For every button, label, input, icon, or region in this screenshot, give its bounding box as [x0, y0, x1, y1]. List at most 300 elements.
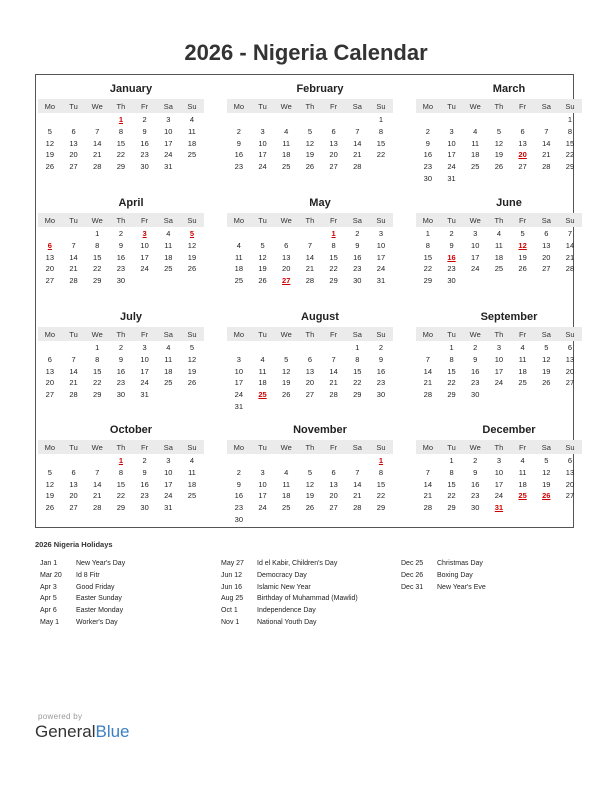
- day-cell: 13: [45, 366, 55, 376]
- weekday-label: Mo: [233, 215, 245, 225]
- holiday-date: Apr 6: [40, 607, 57, 615]
- day-cell: 6: [567, 343, 573, 352]
- weekday-label: Tu: [69, 215, 78, 225]
- day-cell: 18: [258, 378, 267, 388]
- month-name: March: [492, 83, 526, 95]
- day-cell: 19: [494, 150, 504, 160]
- day-cell: 6: [331, 467, 336, 477]
- weekday-label: Sa: [352, 329, 362, 339]
- holiday-date: Aug 25: [221, 595, 244, 603]
- day-cell: 4: [189, 115, 195, 124]
- holiday-day-cell: 16: [447, 252, 456, 262]
- weekday-label: Mo: [422, 215, 434, 225]
- day-cell: 24: [258, 162, 267, 172]
- day-cell: 21: [353, 491, 362, 501]
- weekday-label: Mo: [422, 101, 434, 111]
- empty-cell: [416, 342, 440, 354]
- month-july: [38, 310, 204, 401]
- holiday-date: May 1: [40, 618, 60, 626]
- day-cell: 26: [494, 162, 504, 172]
- day-cell: 6: [331, 126, 336, 136]
- day-cell: 29: [93, 276, 102, 286]
- day-cell: 18: [187, 479, 197, 489]
- empty-cell: [416, 455, 440, 467]
- month-april: [38, 196, 204, 287]
- weekday-label: Sa: [541, 101, 551, 111]
- holiday-day-cell: 1: [331, 229, 336, 238]
- weekday-label: Tu: [258, 329, 267, 339]
- day-cell: 9: [236, 138, 241, 148]
- weekday-label: Th: [116, 101, 126, 111]
- day-grid: [416, 114, 582, 185]
- day-cell: 15: [447, 366, 456, 376]
- day-cell: 5: [520, 229, 525, 238]
- day-cell: 2: [425, 126, 430, 136]
- day-cell: 18: [234, 264, 244, 274]
- day-cell: 8: [378, 467, 384, 477]
- weekday-label: Su: [187, 101, 197, 111]
- day-cell: 16: [376, 366, 386, 376]
- weekday-label: Mo: [422, 442, 434, 452]
- day-cell: 28: [423, 390, 433, 400]
- weekday-label: Su: [376, 215, 386, 225]
- day-cell: 24: [471, 264, 480, 274]
- day-cell: 17: [447, 150, 456, 160]
- holiday-row: [40, 570, 125, 582]
- month-name: November: [293, 424, 347, 436]
- weekday-label: Su: [187, 442, 197, 452]
- holiday-date: Jun 12: [221, 571, 243, 579]
- empty-cell: [511, 114, 535, 126]
- day-cell: 10: [258, 479, 267, 489]
- day-cell: 15: [93, 252, 102, 262]
- day-cell: 19: [187, 252, 197, 262]
- day-cell: 27: [45, 276, 55, 286]
- month-name: February: [296, 83, 344, 95]
- weekday-header: [38, 327, 204, 341]
- day-cell: 15: [447, 479, 456, 489]
- holiday-date: Jun 16: [221, 583, 243, 591]
- weekday-label: Tu: [447, 101, 456, 111]
- month-december: [416, 423, 582, 514]
- day-cell: 6: [71, 467, 76, 477]
- day-cell: 29: [447, 503, 456, 513]
- day-cell: 15: [116, 479, 126, 489]
- weekday-label: Fr: [519, 101, 527, 111]
- day-cell: 12: [45, 479, 55, 489]
- day-cell: 19: [305, 491, 315, 501]
- day-cell: 12: [305, 479, 315, 489]
- day-cell: 29: [423, 276, 433, 286]
- weekday-label: Su: [565, 101, 575, 111]
- day-cell: 24: [234, 390, 244, 400]
- day-cell: 5: [260, 240, 265, 250]
- holiday-name: Islamic New Year: [257, 583, 311, 591]
- day-cell: 10: [494, 354, 504, 364]
- weekday-label: Fr: [330, 442, 338, 452]
- day-cell: 27: [305, 390, 315, 400]
- holidays-column: [40, 558, 125, 629]
- holiday-name: Id 8 Fitr: [76, 571, 100, 579]
- weekday-label: Sa: [541, 215, 551, 225]
- day-cell: 21: [423, 491, 433, 501]
- day-cell: 24: [164, 491, 173, 501]
- day-cell: 23: [471, 491, 480, 501]
- day-cell: 21: [69, 378, 78, 388]
- empty-cell: [487, 114, 511, 126]
- day-cell: 12: [282, 366, 291, 376]
- day-grid: [416, 342, 582, 401]
- day-cell: 1: [425, 229, 430, 238]
- weekday-label: Su: [565, 215, 575, 225]
- brand-logo[interactable]: [35, 712, 130, 742]
- day-cell: 4: [260, 354, 265, 364]
- day-cell: 22: [93, 378, 102, 388]
- day-cell: 17: [234, 378, 244, 388]
- day-cell: 10: [164, 126, 173, 136]
- holiday-day-cell: 25: [518, 491, 527, 501]
- holiday-row: [221, 570, 358, 582]
- day-cell: 15: [329, 252, 338, 262]
- day-cell: 30: [353, 276, 362, 286]
- day-cell: 18: [282, 491, 291, 501]
- weekday-label: Tu: [258, 215, 267, 225]
- day-cell: 5: [47, 126, 52, 136]
- day-cell: 4: [520, 343, 525, 352]
- day-cell: 24: [140, 264, 149, 274]
- weekday-label: Th: [494, 215, 504, 225]
- day-cell: 16: [353, 252, 362, 262]
- day-cell: 22: [116, 491, 126, 501]
- holiday-name: New Year's Day: [76, 560, 126, 567]
- weekday-header: [416, 99, 582, 113]
- holiday-day-cell: 20: [518, 150, 527, 160]
- weekday-label: Mo: [422, 329, 434, 339]
- day-cell: 31: [376, 276, 386, 286]
- weekday-label: Tu: [258, 442, 267, 452]
- day-cell: 26: [45, 503, 55, 513]
- day-cell: 6: [284, 240, 289, 250]
- empty-cell: [416, 114, 440, 126]
- holiday-name: New Year's Eve: [437, 583, 486, 591]
- weekday-header: [38, 99, 204, 113]
- holiday-name: Easter Monday: [76, 607, 124, 615]
- day-cell: 13: [329, 138, 338, 148]
- weekday-label: Tu: [447, 329, 456, 339]
- day-cell: 31: [234, 401, 244, 411]
- day-cell: 10: [447, 138, 456, 148]
- holiday-name: Birthday of Muhammad (Mawlid): [257, 595, 358, 603]
- day-cell: 30: [116, 390, 126, 400]
- day-cell: 3: [473, 229, 478, 238]
- day-cell: 8: [378, 126, 384, 136]
- holiday-row: [40, 593, 125, 605]
- day-cell: 9: [473, 467, 478, 477]
- day-cell: 15: [565, 138, 575, 148]
- day-cell: 28: [423, 503, 433, 513]
- day-cell: 23: [376, 378, 386, 388]
- day-cell: 4: [284, 467, 289, 477]
- day-cell: 5: [307, 467, 312, 477]
- day-cell: 7: [355, 126, 360, 136]
- day-cell: 16: [116, 252, 126, 262]
- day-cell: 21: [329, 378, 338, 388]
- day-cell: 15: [376, 479, 386, 489]
- day-cell: 12: [542, 354, 551, 364]
- day-cell: 19: [45, 150, 55, 160]
- day-cell: 10: [140, 354, 149, 364]
- day-cell: 27: [69, 503, 78, 513]
- day-cell: 26: [305, 162, 315, 172]
- weekday-label: We: [469, 329, 481, 339]
- day-cell: 5: [307, 126, 312, 136]
- day-cell: 14: [69, 252, 78, 262]
- day-cell: 7: [331, 354, 336, 364]
- weekday-label: Fr: [330, 215, 338, 225]
- holiday-row: [221, 617, 358, 629]
- day-cell: 11: [258, 366, 267, 376]
- month-february: [227, 82, 393, 173]
- empty-cell: [227, 342, 251, 354]
- day-cell: 23: [234, 503, 244, 513]
- day-cell: 15: [423, 252, 433, 262]
- day-cell: 23: [234, 162, 244, 172]
- day-cell: 2: [473, 343, 478, 352]
- holiday-row: [221, 582, 358, 594]
- empty-cell: [463, 114, 487, 126]
- day-grid: [227, 228, 393, 287]
- weekday-label: Th: [305, 215, 315, 225]
- day-cell: 23: [140, 150, 149, 160]
- day-cell: 5: [544, 343, 549, 352]
- weekday-label: Sa: [352, 101, 362, 111]
- holiday-day-cell: 12: [518, 240, 527, 250]
- day-cell: 27: [542, 264, 551, 274]
- weekday-label: Th: [116, 442, 126, 452]
- day-cell: 11: [495, 240, 503, 250]
- day-cell: 30: [116, 276, 126, 286]
- month-january: [38, 82, 204, 173]
- empty-cell: [227, 228, 251, 240]
- day-cell: 25: [282, 503, 291, 513]
- day-cell: 8: [95, 240, 100, 250]
- month-may: [227, 196, 393, 287]
- day-cell: 28: [353, 503, 362, 513]
- weekday-label: Fr: [519, 215, 527, 225]
- day-cell: 2: [142, 115, 147, 124]
- day-cell: 23: [116, 264, 126, 274]
- day-grid: [227, 342, 393, 413]
- holiday-name: Good Friday: [76, 583, 115, 591]
- weekday-label: We: [91, 215, 103, 225]
- day-cell: 5: [47, 467, 52, 477]
- weekday-label: We: [91, 329, 103, 339]
- day-cell: 2: [236, 467, 241, 477]
- empty-cell: [298, 455, 322, 467]
- day-cell: 18: [494, 252, 504, 262]
- day-cell: 17: [164, 479, 173, 489]
- day-cell: 11: [234, 252, 243, 262]
- empty-cell: [322, 342, 346, 354]
- day-grid: [416, 455, 582, 514]
- day-cell: 13: [69, 479, 78, 489]
- holiday-date: Oct 1: [221, 607, 238, 615]
- day-cell: 3: [378, 229, 384, 238]
- day-cell: 17: [258, 491, 267, 501]
- day-cell: 20: [565, 479, 575, 489]
- month-november: [227, 423, 393, 526]
- day-cell: 1: [355, 343, 360, 352]
- day-cell: 1: [378, 115, 384, 124]
- month-march: [416, 82, 582, 185]
- day-cell: 15: [376, 138, 386, 148]
- day-cell: 3: [236, 354, 241, 364]
- holiday-date: May 27: [221, 560, 244, 567]
- empty-cell: [38, 114, 62, 126]
- day-cell: 3: [260, 126, 265, 136]
- weekday-label: Fr: [330, 101, 338, 111]
- day-cell: 7: [71, 240, 76, 250]
- weekday-label: Sa: [163, 101, 173, 111]
- day-cell: 22: [116, 150, 126, 160]
- day-cell: 20: [565, 366, 575, 376]
- day-cell: 25: [187, 491, 197, 501]
- holiday-day-cell: 26: [542, 491, 551, 501]
- day-cell: 7: [307, 240, 312, 250]
- day-cell: 30: [471, 390, 480, 400]
- day-cell: 8: [118, 126, 123, 136]
- weekday-label: Th: [305, 101, 315, 111]
- day-cell: 27: [45, 390, 55, 400]
- day-cell: 2: [236, 126, 241, 136]
- empty-cell: [251, 342, 275, 354]
- empty-cell: [345, 114, 369, 126]
- day-cell: 13: [565, 354, 575, 364]
- empty-cell: [227, 114, 251, 126]
- day-cell: 21: [423, 378, 433, 388]
- day-cell: 8: [425, 240, 430, 250]
- weekday-header: [416, 213, 582, 227]
- empty-cell: [85, 455, 109, 467]
- day-cell: 3: [496, 343, 501, 352]
- holiday-row: [221, 605, 358, 617]
- day-cell: 1: [95, 343, 100, 352]
- empty-cell: [38, 455, 62, 467]
- day-cell: 18: [471, 150, 480, 160]
- weekday-label: Th: [305, 329, 315, 339]
- holiday-date: Dec 26: [401, 571, 424, 579]
- day-cell: 4: [520, 456, 525, 465]
- day-cell: 2: [142, 456, 147, 465]
- day-cell: 12: [305, 138, 315, 148]
- day-cell: 24: [164, 150, 173, 160]
- weekday-label: Su: [187, 215, 197, 225]
- holiday-day-cell: 3: [142, 229, 147, 238]
- day-cell: 22: [329, 264, 338, 274]
- holiday-name: Easter Sunday: [76, 595, 122, 603]
- weekday-label: We: [280, 442, 292, 452]
- day-cell: 17: [471, 252, 480, 262]
- month-name: August: [301, 311, 339, 323]
- holiday-name: Christmas Day: [437, 560, 483, 567]
- day-cell: 25: [187, 150, 197, 160]
- holiday-name: Boxing Day: [437, 571, 473, 579]
- weekday-label: Sa: [163, 329, 173, 339]
- day-cell: 30: [423, 173, 433, 183]
- holiday-name: Independence Day: [257, 607, 316, 615]
- empty-cell: [322, 455, 346, 467]
- holiday-date: Apr 3: [40, 583, 57, 591]
- day-cell: 11: [282, 138, 291, 148]
- day-cell: 22: [447, 491, 456, 501]
- day-cell: 12: [258, 252, 267, 262]
- weekday-label: Th: [494, 329, 504, 339]
- day-cell: 18: [518, 479, 527, 489]
- empty-cell: [251, 228, 275, 240]
- empty-cell: [534, 114, 558, 126]
- day-cell: 9: [236, 479, 241, 489]
- day-cell: 8: [567, 126, 573, 136]
- day-cell: 26: [45, 162, 55, 172]
- day-cell: 14: [423, 479, 433, 489]
- day-grid: [227, 455, 393, 526]
- day-cell: 23: [116, 378, 126, 388]
- day-cell: 10: [164, 467, 173, 477]
- day-cell: 10: [494, 467, 504, 477]
- day-grid: [38, 114, 204, 173]
- day-cell: 19: [542, 366, 551, 376]
- month-name: December: [482, 424, 536, 436]
- weekday-label: Th: [494, 101, 504, 111]
- holiday-day-cell: 6: [47, 240, 52, 250]
- day-cell: 19: [518, 252, 527, 262]
- holiday-day-cell: 5: [189, 229, 195, 238]
- weekday-label: Th: [494, 442, 504, 452]
- day-cell: 4: [236, 240, 241, 250]
- day-cell: 26: [187, 264, 197, 274]
- weekday-header: [227, 440, 393, 454]
- holiday-row: [221, 558, 358, 570]
- day-cell: 7: [95, 126, 100, 136]
- empty-cell: [274, 455, 298, 467]
- weekday-label: Tu: [69, 101, 78, 111]
- day-cell: 6: [307, 354, 312, 364]
- day-cell: 6: [544, 229, 549, 238]
- day-cell: 30: [376, 390, 386, 400]
- day-cell: 26: [542, 378, 551, 388]
- day-grid: [38, 455, 204, 514]
- day-cell: 11: [188, 467, 196, 477]
- day-cell: 2: [118, 343, 123, 352]
- day-cell: 7: [544, 126, 549, 136]
- day-cell: 11: [282, 479, 291, 489]
- day-cell: 19: [305, 150, 315, 160]
- day-cell: 7: [355, 467, 360, 477]
- month-name: April: [118, 197, 144, 209]
- day-cell: 17: [376, 252, 386, 262]
- empty-cell: [298, 228, 322, 240]
- month-name: July: [119, 311, 142, 323]
- day-cell: 3: [449, 126, 454, 136]
- day-cell: 28: [542, 162, 551, 172]
- day-cell: 6: [567, 456, 573, 465]
- day-cell: 12: [494, 138, 504, 148]
- day-cell: 7: [425, 467, 430, 477]
- day-cell: 14: [565, 240, 575, 250]
- day-cell: 20: [305, 378, 315, 388]
- holiday-date: Jan 1: [40, 560, 58, 567]
- day-cell: 9: [142, 126, 147, 136]
